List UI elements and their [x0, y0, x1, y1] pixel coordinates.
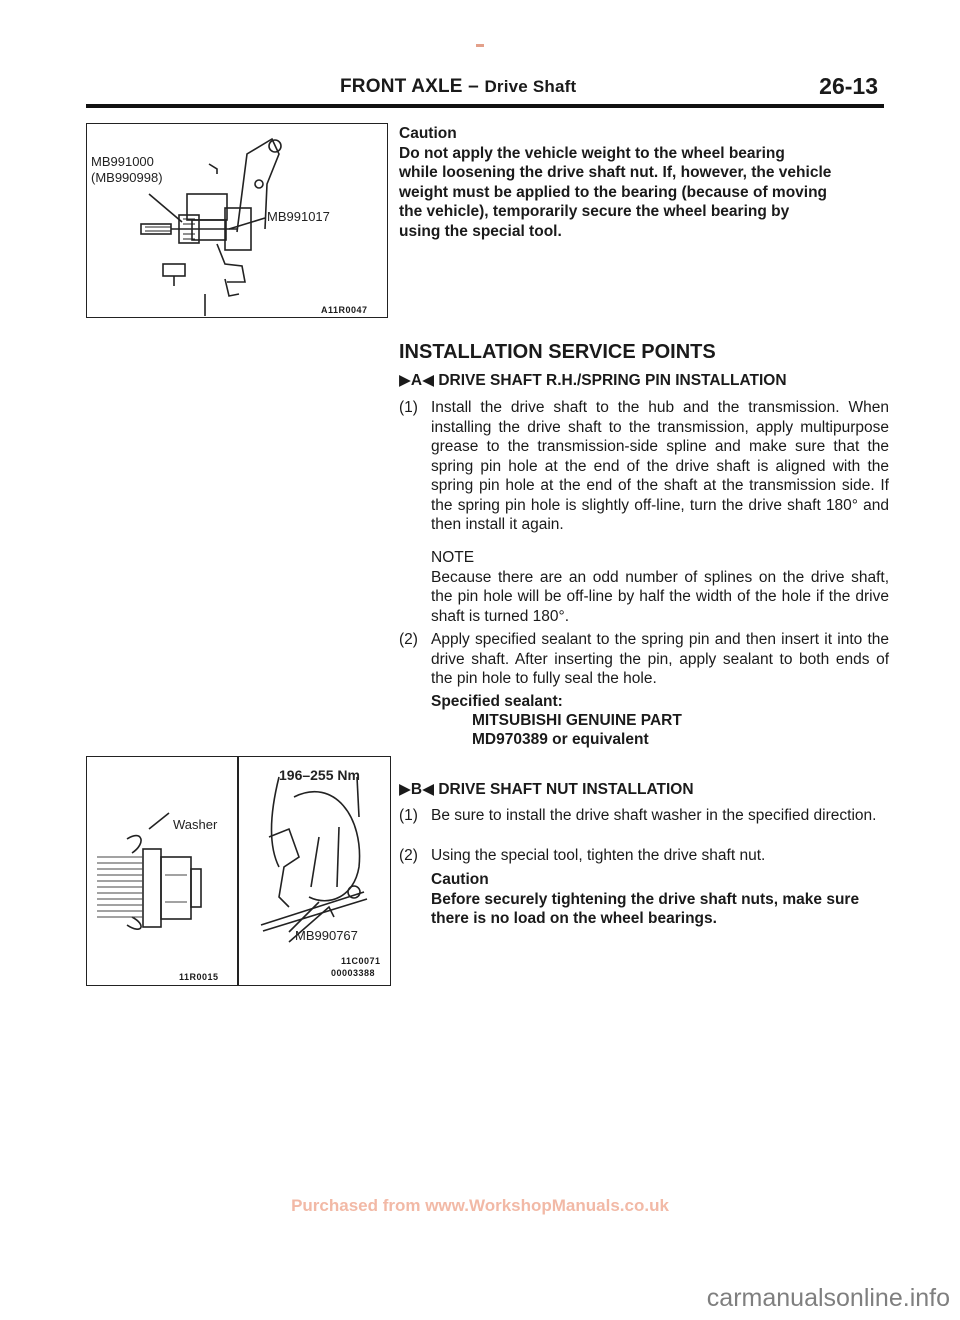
figure-drive-shaft-nut [86, 756, 391, 986]
tool-label-mb991000: MB991000 [91, 154, 154, 169]
step-text: Install the drive shaft to the hub and the transmission. When installing the drive shaft to the transmission, apply multipurpose grease to the transmission-side spline and make sure that the spring pin hole at the end of the drive shaft is aligned with the spring pin hole at the end of the shaft at the transmission side. If the spring pin hole is slightly off-line, turn the drive shaft 180° and then install it again. [431, 399, 889, 533]
figure-code: A11R0047 [321, 305, 368, 315]
arrow-right-icon: ▶ [399, 372, 411, 389]
arrow-right-icon: ▶ [399, 781, 411, 798]
page-number: 26-13 [819, 73, 878, 99]
tool-label-mb990767: MB990767 [295, 928, 358, 943]
washer-nut-illustration [87, 757, 237, 985]
note-block [431, 548, 889, 626]
subsection-title: DRIVE SHAFT R.H./SPRING PIN INSTALLATION [438, 372, 787, 389]
subsection-heading-b [399, 780, 694, 799]
section-heading: INSTALLATION SERVICE POINTS [399, 341, 716, 363]
step-number: (1) [399, 399, 418, 416]
step-item [399, 806, 889, 826]
caution-text: Before securely tightening the drive shaft nuts, make sure there is no load on the wheel bearings. [431, 890, 860, 927]
caution-block [431, 870, 889, 929]
watermark: carmanualsonline.info [706, 1284, 950, 1312]
header-divider [86, 104, 884, 108]
caution-line: Do not apply the vehicle weight to the wheel bearing [399, 144, 785, 162]
torque-spec: 196–255 Nm [279, 767, 360, 783]
title-separator: – [468, 76, 479, 97]
step-item [399, 398, 889, 535]
decorative-mark [476, 44, 484, 47]
caution-block [399, 124, 889, 241]
step-item [399, 846, 889, 866]
step-text: Apply specified sealant to the spring pin and then insert it into the drive shaft. After inserting the pin, apply sealant to both ends of the pin hole to fully seal the hole. [431, 631, 889, 687]
figure-code: 00003388 [331, 968, 376, 978]
washer-label: Washer [173, 817, 218, 832]
step-text: Be sure to install the drive shaft washer in the specified direction. [431, 807, 877, 824]
marker-letter: A [410, 372, 423, 389]
caution-heading: Caution [399, 125, 457, 142]
sealant-label: Specified sealant: [431, 693, 563, 710]
step-number: (1) [399, 807, 418, 824]
step-item [399, 630, 889, 689]
caution-line: using the special tool. [399, 222, 562, 240]
sealant-value: MD970389 or equivalent [472, 731, 649, 748]
step-number: (2) [399, 847, 418, 864]
caution-line: while loosening the drive shaft nut. If, however, the vehicle [399, 164, 832, 181]
note-text: Because there are an odd number of splines on the drive shaft, the pin hole will be off-line by half the width of the hole if the drive shaft is turned 180°. [431, 568, 889, 625]
purchase-link[interactable]: Purchased from www.WorkshopManuals.co.uk [291, 1196, 669, 1215]
tool-label-mb991017: MB991017 [267, 209, 330, 224]
marker-letter: B [410, 781, 423, 798]
figure-code: 11R0015 [179, 972, 219, 982]
step-text: Using the special tool, tighten the drive shaft nut. [431, 847, 766, 864]
caution-line: the vehicle), temporarily secure the wheel bearing by [399, 203, 790, 220]
figure-code: 11C0071 [341, 956, 381, 966]
subsection-title: DRIVE SHAFT NUT INSTALLATION [438, 781, 694, 798]
tool-label-mb990998: (MB990998) [91, 170, 163, 185]
section-title: FRONT AXLE [340, 76, 463, 97]
sealant-value: MITSUBISHI GENUINE PART [472, 712, 682, 729]
figure-special-tool-installation [86, 123, 388, 318]
caution-heading: Caution [431, 871, 489, 888]
step-number: (2) [399, 631, 418, 648]
arrow-left-icon: ◀ [422, 781, 435, 798]
note-heading: NOTE [431, 549, 475, 566]
page-title [340, 76, 576, 98]
wheel-hub-tool-illustration [87, 124, 387, 317]
caution-line: weight must be applied to the bearing (because of moving [399, 183, 828, 201]
torque-wrench-illustration [239, 757, 389, 985]
section-subtitle: Drive Shaft [484, 77, 577, 96]
arrow-left-icon: ◀ [422, 372, 435, 389]
subsection-heading-a [399, 371, 787, 390]
